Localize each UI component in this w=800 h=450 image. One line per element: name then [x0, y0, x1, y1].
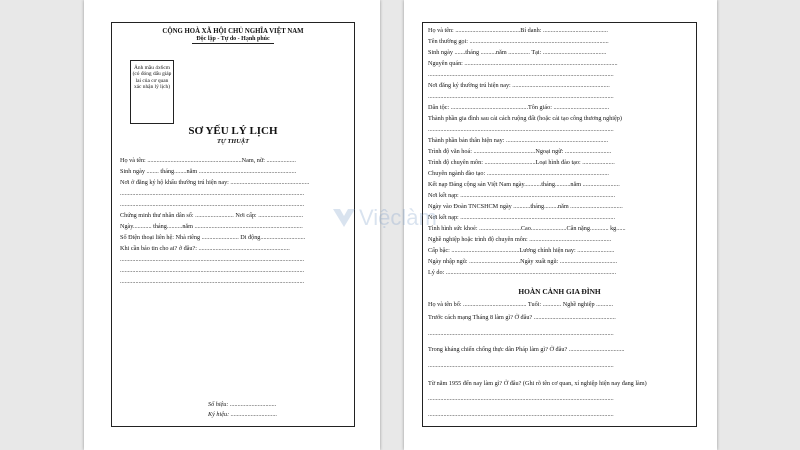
line-hometown: Nguyên quán: ...................................................................................................	[428, 60, 618, 67]
line-residence: Nơi đăng ký thường trú hiện nay: ...............................................................	[428, 82, 610, 89]
line-birth: Sinh ngày .......tháng ..........năm .............. Tại: .........................................	[428, 49, 607, 56]
line-father: Họ và tên bố: ......................................... Tuổi: ............ Nghề nghiệp ...........	[428, 301, 614, 308]
sign-number: Số hiệu: ..............................	[208, 401, 277, 408]
line-reason: Lý do: ..............................................................................................................	[428, 269, 617, 276]
line-blank: ........................................................................................................................	[428, 126, 614, 133]
line-party-admission: Kết nạp Đảng cộng sản Việt Nam ngày...........tháng..........năm ........................	[428, 181, 620, 188]
line-enlistment: Ngày nhập ngũ: .................................Ngày xuất ngũ: .....................................	[428, 258, 618, 265]
line-admission-place: Nơi kết nạp: ....................................................................................................	[428, 192, 615, 199]
line-major: Chuyên ngành đào tạo: ...............................................................................	[428, 170, 609, 177]
line-full-name: Họ và tên: ..........................................Bí danh: ..........................................	[428, 27, 608, 34]
form-title: SƠ YẾU LÝ LỊCH	[188, 125, 278, 137]
left-page-frame	[111, 22, 355, 427]
line-health: Tình hình sức khoẻ: ...........................Cao.......................Cân nặng............ kg......	[428, 225, 626, 232]
line-ethnicity: Dân tộc: ..................................................Tôn giáo: ....................................	[428, 104, 610, 111]
line-occupation: Nghề nghiệp hoặc trình độ chuyên môn: .....................................................	[428, 236, 612, 243]
sign-code: Ký hiệu: ..............................	[208, 411, 278, 418]
line-rank: Cấp bậc: ............................................Lương chính hiện nay: ........................	[428, 247, 615, 254]
photo-box	[130, 60, 174, 124]
line-education: Trình độ văn hoá: ........................................Ngoại ngữ: ..............................	[428, 148, 612, 155]
line-blank: ........................................................................................................................	[428, 71, 614, 78]
line-resistance: Trong kháng chiến chống thực dân Pháp làm gì? Ở đâu? ....................................	[428, 346, 625, 353]
line-contact: Khi cần báo tin cho ai? ở đâu?: ...........................................................	[120, 245, 290, 252]
line-blank: ........................................................................................................................	[428, 362, 614, 369]
line-phone: Số Điện thoại liên hệ: Nhà riêng ........................ Di động.............................	[120, 234, 306, 241]
line-blank: .......................................................................................................................	[120, 278, 305, 285]
watermark-logo-icon	[332, 207, 356, 229]
line-since-1955: Từ năm 1955 đến nay làm gì? Ở đâu? (Ghi rõ tên cơ quan, xí nghiệp hiện nay đang làm)	[428, 380, 647, 387]
line-before-revolution: Trước cách mạng Tháng 8 làm gì? Ở đâu? .....................................................	[428, 314, 616, 321]
watermark	[332, 205, 437, 231]
line-admission-place: Nơi kết nạp: ....................................................................................................	[428, 214, 615, 221]
line-youth-union: Ngày vào Đoàn TNCSHCM ngày ...........tháng.........năm ..................................	[428, 203, 623, 210]
line-blank: .......................................................................................................................	[120, 267, 305, 274]
line-blank: ........................................................................................................................	[428, 395, 614, 402]
line-full-name: Họ và tên: .............................................................Nam, nữ: ...................	[120, 157, 296, 164]
right-page	[404, 0, 717, 450]
line-blank: ........................................................................................................................	[428, 93, 614, 100]
right-page-frame	[422, 22, 697, 427]
line-personal-class: Thành phần bản thân hiện nay: ..................................................................	[428, 137, 609, 144]
line-issue-date: Ngày............ tháng..........năm ......................................................................	[120, 223, 303, 230]
family-section-title: HOÀN CẢNH GIA ĐÌNH	[518, 287, 601, 296]
motto-underline	[192, 43, 274, 44]
national-heading: CỘNG HOÀ XÃ HỘI CHỦ NGHĨA VIỆT NAM	[162, 28, 304, 35]
photo-caption: Ảnh mầu 4x6cm (có đóng dấu giáp lai của cơ quan xác nhận lý lịch)	[132, 65, 172, 90]
line-blank: ........................................................................................................................	[428, 411, 614, 418]
form-subtitle: TỰ THUẬT	[216, 138, 250, 145]
line-blank: .......................................................................................................................	[120, 201, 305, 208]
line-blank: .......................................................................................................................	[120, 256, 305, 263]
line-blank: .......................................................................................................................	[120, 190, 305, 197]
line-blank: ........................................................................................................................	[428, 330, 614, 337]
motto: Độc lập - Tự do - Hạnh phúc	[196, 36, 270, 42]
line-family-class: Thành phần gia đình sau cải cách ruộng đất (hoặc cải tạo công thương nghiệp)	[428, 115, 622, 122]
watermark-text: Việclàm	[359, 205, 437, 230]
line-residence: Nơi ở đăng ký hộ khẩu thường trú hiện nay: ...................................................	[120, 179, 310, 186]
line-birth-date: Sinh ngày ........ tháng........năm ...............................................................	[120, 168, 297, 175]
line-common-name: Tên thường gọi: ..........................................................................................	[428, 38, 609, 45]
line-expertise: Trình độ chuyên môn: .................................Loại hình đào tạo: .....................	[428, 159, 615, 166]
line-id-card: Chứng minh thư nhân dân số: ......................... Nơi cấp: .............................	[120, 212, 304, 219]
